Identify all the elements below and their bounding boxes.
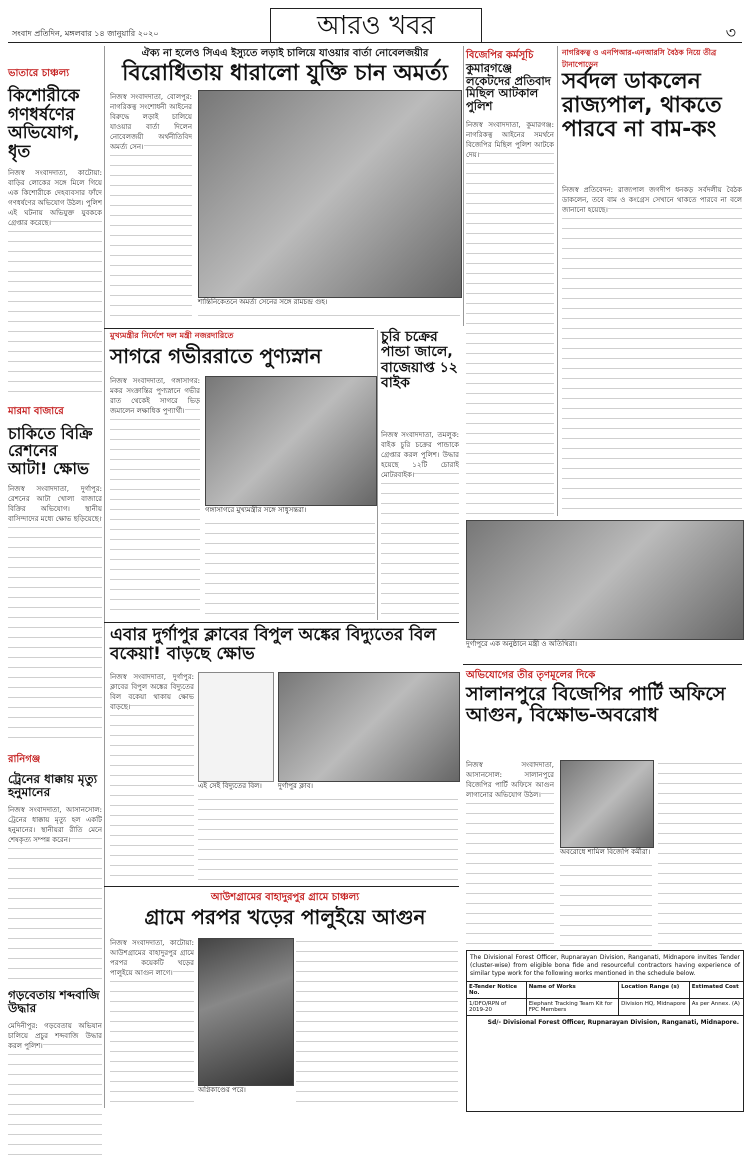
section-rule <box>104 886 459 887</box>
section-rule <box>104 622 459 623</box>
fire-photo-caption: অগ্নিকাণ্ডের পরে। <box>198 1086 246 1094</box>
fire-headline: গ্রামে পরপর খড়ের পালুইয়ে আগুন <box>144 905 426 929</box>
tender-cell: Elephant Tracking Team Kit for FPC Members <box>527 999 619 1015</box>
tender-cell: 1/DFO/RPN of 2019-20 <box>467 999 527 1015</box>
story-body <box>8 484 102 742</box>
chori-body <box>381 430 459 620</box>
tender-header-cell: Location Range (s) <box>619 982 690 998</box>
story-headline: গড়বেতায় শব্দবাজি উদ্ধার <box>8 987 100 1016</box>
ganga-headline: সাগরে গভীররাতে পুণ্যস্নান <box>110 344 322 368</box>
salanpur-headline: সালানপুরে বিজেপির পার্টি অফিসে আগুন, বিক্ষোভ-অবরোধ <box>466 683 726 726</box>
story-body <box>8 805 102 981</box>
tender-signature: Sd/- Divisional Forest Officer, Rupnarayan Division, Ranganati, Midnapore. <box>487 1019 739 1026</box>
tender-cell: Division HQ, Midnapore <box>619 999 690 1015</box>
lead-body-text: নিজস্ব সংবাদদাতা, বোলপুর: নাগরিকত্ব সংশোধনী আইনের বিরুদ্ধে লড়াই চালিয়ে যাওয়ার বার্তা দিলেন নোবেলজয়ী অর্থনীতিবিদ অমর্ত্য সেন। <box>110 93 192 151</box>
tender-notice <box>466 950 744 1112</box>
salanpur-kicker: অভিযোগের তীর তৃণমূলের দিকে <box>466 670 596 681</box>
salanpur-photo-caption: অবরোধে শামিল বিজেপি কর্মীরা। <box>560 848 651 856</box>
club-photo <box>278 672 460 782</box>
tender-table <box>467 981 743 998</box>
story-headline: কিশোরীকে গণধর্ষণের অভিযোগ, ধৃত <box>8 86 80 163</box>
salanpur-body <box>466 760 554 946</box>
durgapur-headline: এবার দুর্গাপুর ক্লাবের বিপুল অঙ্কের বিদ্যুতের বিল বকেয়া! বাড়ছে ক্ষোভ <box>110 625 437 664</box>
durgapur-body-2 <box>198 796 458 884</box>
fire-photo <box>198 938 294 1086</box>
governor-photo-caption: দুর্গাপুরে এক অনুষ্ঠানে মন্ত্রী ও অতিথিরা। <box>466 640 578 648</box>
tender-cell: As per Annex. (A) <box>691 1001 740 1007</box>
fire-body-2 <box>296 938 458 1108</box>
ganga-body-text: নিজস্ব সংবাদদাতা, গঙ্গাসাগর: মকর সংক্রান্তির পুণ্যস্নানে গভীর রাত থেকেই সাগরে ভিড় জমালেন লক্ষাধিক পুণ্যার্থী। <box>110 377 200 415</box>
ganga-photo-caption: গঙ্গাসাগরে মুখ্যমন্ত্রীর সঙ্গে সাধুসন্তরা। <box>205 506 307 514</box>
date-line: সংবাদ প্রতিদিন, মঙ্গলবার ১৪ জানুয়ারি ২০২০ <box>12 29 159 38</box>
fire-body <box>110 938 194 1108</box>
lead-topline: ঐক্য না হলেও সিএএ ইস্যুতে লড়াই চালিয়ে যাওয়ার বার্তা নোবেলজয়ীর <box>141 48 429 59</box>
lead-body <box>110 92 192 324</box>
fire-body-text: নিজস্ব সংবাদদাতা, কাটোয়া: আউশগ্রামের বাহাদুরপুর গ্রামে পরপর কয়েকটি খড়ের পালুইয়ে আগুন লাগে। <box>110 939 194 977</box>
ganga-photo <box>205 376 377 506</box>
fire-kicker: আউশগ্রামের বাহাদুরপুর গ্রামে চাঞ্চল্য <box>210 892 360 903</box>
bill-photo-caption: এই সেই বিদ্যুতের বিল। <box>198 782 262 790</box>
column-divider <box>557 46 558 516</box>
story-headline: ট্রেনের ধাক্কায় মৃত্যু হনুমানের <box>8 771 98 799</box>
lead-headline: বিরোধিতায় ধারালো যুক্তি চান অমর্ত্য <box>122 61 448 86</box>
governor-kicker: নাগরিকত্ব ও এনপিআর-এনআরসি বৈঠক নিয়ে তীব্র টানাপোড়েন <box>562 48 717 69</box>
salanpur-body-3 <box>560 862 652 946</box>
tender-header-cell: Estimated Cost <box>691 984 739 990</box>
page-number: ৩ <box>725 23 736 42</box>
salanpur-photo <box>560 760 654 848</box>
left-column <box>8 46 102 1111</box>
story-body-text: মেদিনীপুর: গড়বেতায় অভিযান চালিয়ে প্রচুর শব্দবাজি উদ্ধার করল পুলিশ। <box>8 1022 102 1051</box>
story-body <box>8 168 102 396</box>
story-kicker: মারমা বাজারে <box>8 405 64 417</box>
column-divider <box>377 330 378 620</box>
salanpur-body-2 <box>658 760 742 946</box>
governor-photo <box>466 520 744 640</box>
governor-body <box>562 185 742 517</box>
lead-body-bottom <box>198 312 460 324</box>
story-body <box>8 1021 102 1161</box>
chori-headline: চুরি চক্রের পান্ডা জালে, বাজেয়াপ্ত ১২ বাইক <box>381 329 458 392</box>
salanpur-body-text: নিজস্ব সংবাদদাতা, আসানসোল: সালানপুরে বিজেপির পার্টি অফিসে আগুন লাগানোর অভিযোগ উঠল। <box>466 761 554 799</box>
durgapur-body-text: নিজস্ব সংবাদদাতা, দুর্গাপুর: ক্লাবের বিপুল অঙ্কের বিদ্যুতের বিল বকেয়া থাকায় ক্ষোভ বাড়ছে। <box>110 673 194 711</box>
governor-headline: সর্বদল ডাকলেন রাজ্যপাল, থাকতে পারবে না বাম-কং <box>562 69 722 143</box>
bjp-body <box>466 120 554 515</box>
tender-header-cell: E-Tender Notice No. <box>467 982 527 998</box>
tender-text: The Divisional Forest Officer, Rupnarayan Division, Ranganati, Midnapore invites Tender (cluster-wise) from eligible bona fide and resourceful contractors having experience of similar type work for the following works mentioned in the schedule below. <box>470 954 740 977</box>
lead-photo-caption: শান্তিনিকেতনে অমর্ত্য সেনের সঙ্গে রামচন্দ্র গুহ। <box>198 298 328 306</box>
story-body-text: নিজস্ব সংবাদদাতা, আসানসোল: ট্রেনের ধাক্কায় মৃত্যু হল একটি হনুমানের। স্থানীয়রা রীতি মেনে শেষকৃত্য সম্পন্ন করেন। <box>8 805 102 844</box>
lead-photo <box>198 90 462 298</box>
ganga-body <box>110 376 200 616</box>
bill-photo <box>198 672 274 782</box>
tender-row <box>467 998 743 1016</box>
story-body-text: নিজস্ব সংবাদদাতা, কাটোয়া: বাড়ির লোকের সঙ্গে মিলে গিয়ে এক কিশোরীকে দেহব্যবসার ফাঁদে গণধর্ষণের অভিযোগ উঠল। পুলিশ এই ঘটনায় অভিযুক্ত যুবককে গ্রেপ্তার করেছে। <box>8 168 102 227</box>
governor-body-text: নিজস্ব প্রতিবেদন: রাজ্যপাল জগদীপ ধনকড় সর্বদলীয় বৈঠক ডাকলেন, তবে বাম ও কংগ্রেস সেখানে থাকতে পারবে না বলে জানানো হয়েছে। <box>562 186 742 214</box>
ganga-body-2 <box>205 520 375 616</box>
story-headline: চাকিতে বিক্রি রেশনের আটা! ক্ষোভ <box>8 423 93 478</box>
tender-header-cell: Name of Works <box>527 982 619 998</box>
story-body-text: নিজস্ব সংবাদদাতা, দুর্গাপুর: রেশনের আটা খোলা বাজারে বিক্রির অভিযোগ। স্থানীয় বাসিন্দাদের মধ্যে ক্ষোভ ছড়িয়েছে। <box>8 484 102 523</box>
story-kicker: রানিগঞ্জ <box>8 753 41 765</box>
masthead-rule <box>8 42 742 43</box>
chori-body-text: নিজস্ব সংবাদদাতা, তমলুক: বাইক চুরি চক্রের পান্ডাকে গ্রেপ্তার করল পুলিশ। উদ্ধার হয়েছে ১২টি চোরাই মোটরবাইক। <box>381 431 459 479</box>
section-rule <box>104 328 374 329</box>
bjp-headline: কুমারগঞ্জে লকেটদের প্রতিবাদ মিছিল আটকাল পুলিশ <box>466 61 551 113</box>
bjp-body-text: নিজস্ব সংবাদদাতা, কুমারগঞ্জ: নাগরিকত্ব আইনের সমর্থনে বিজেপির মিছিল পুলিশ আটকে দেয়। <box>466 121 554 159</box>
bjp-kicker: বিজেপির কর্মসূচি <box>466 50 534 61</box>
club-photo-caption: দুর্গাপুর ক্লাব। <box>278 782 314 790</box>
section-title: আরও খবর <box>270 8 482 43</box>
section-rule <box>463 664 742 665</box>
ganga-kicker: মুখ্যমন্ত্রীর নির্দেশে দল মন্ত্রী নজরদারিতে <box>110 331 234 340</box>
durgapur-body <box>110 672 194 882</box>
story-kicker: ভাতারে চাঞ্চল্য <box>8 68 70 79</box>
column-divider <box>104 46 105 1108</box>
column-divider <box>463 46 464 326</box>
